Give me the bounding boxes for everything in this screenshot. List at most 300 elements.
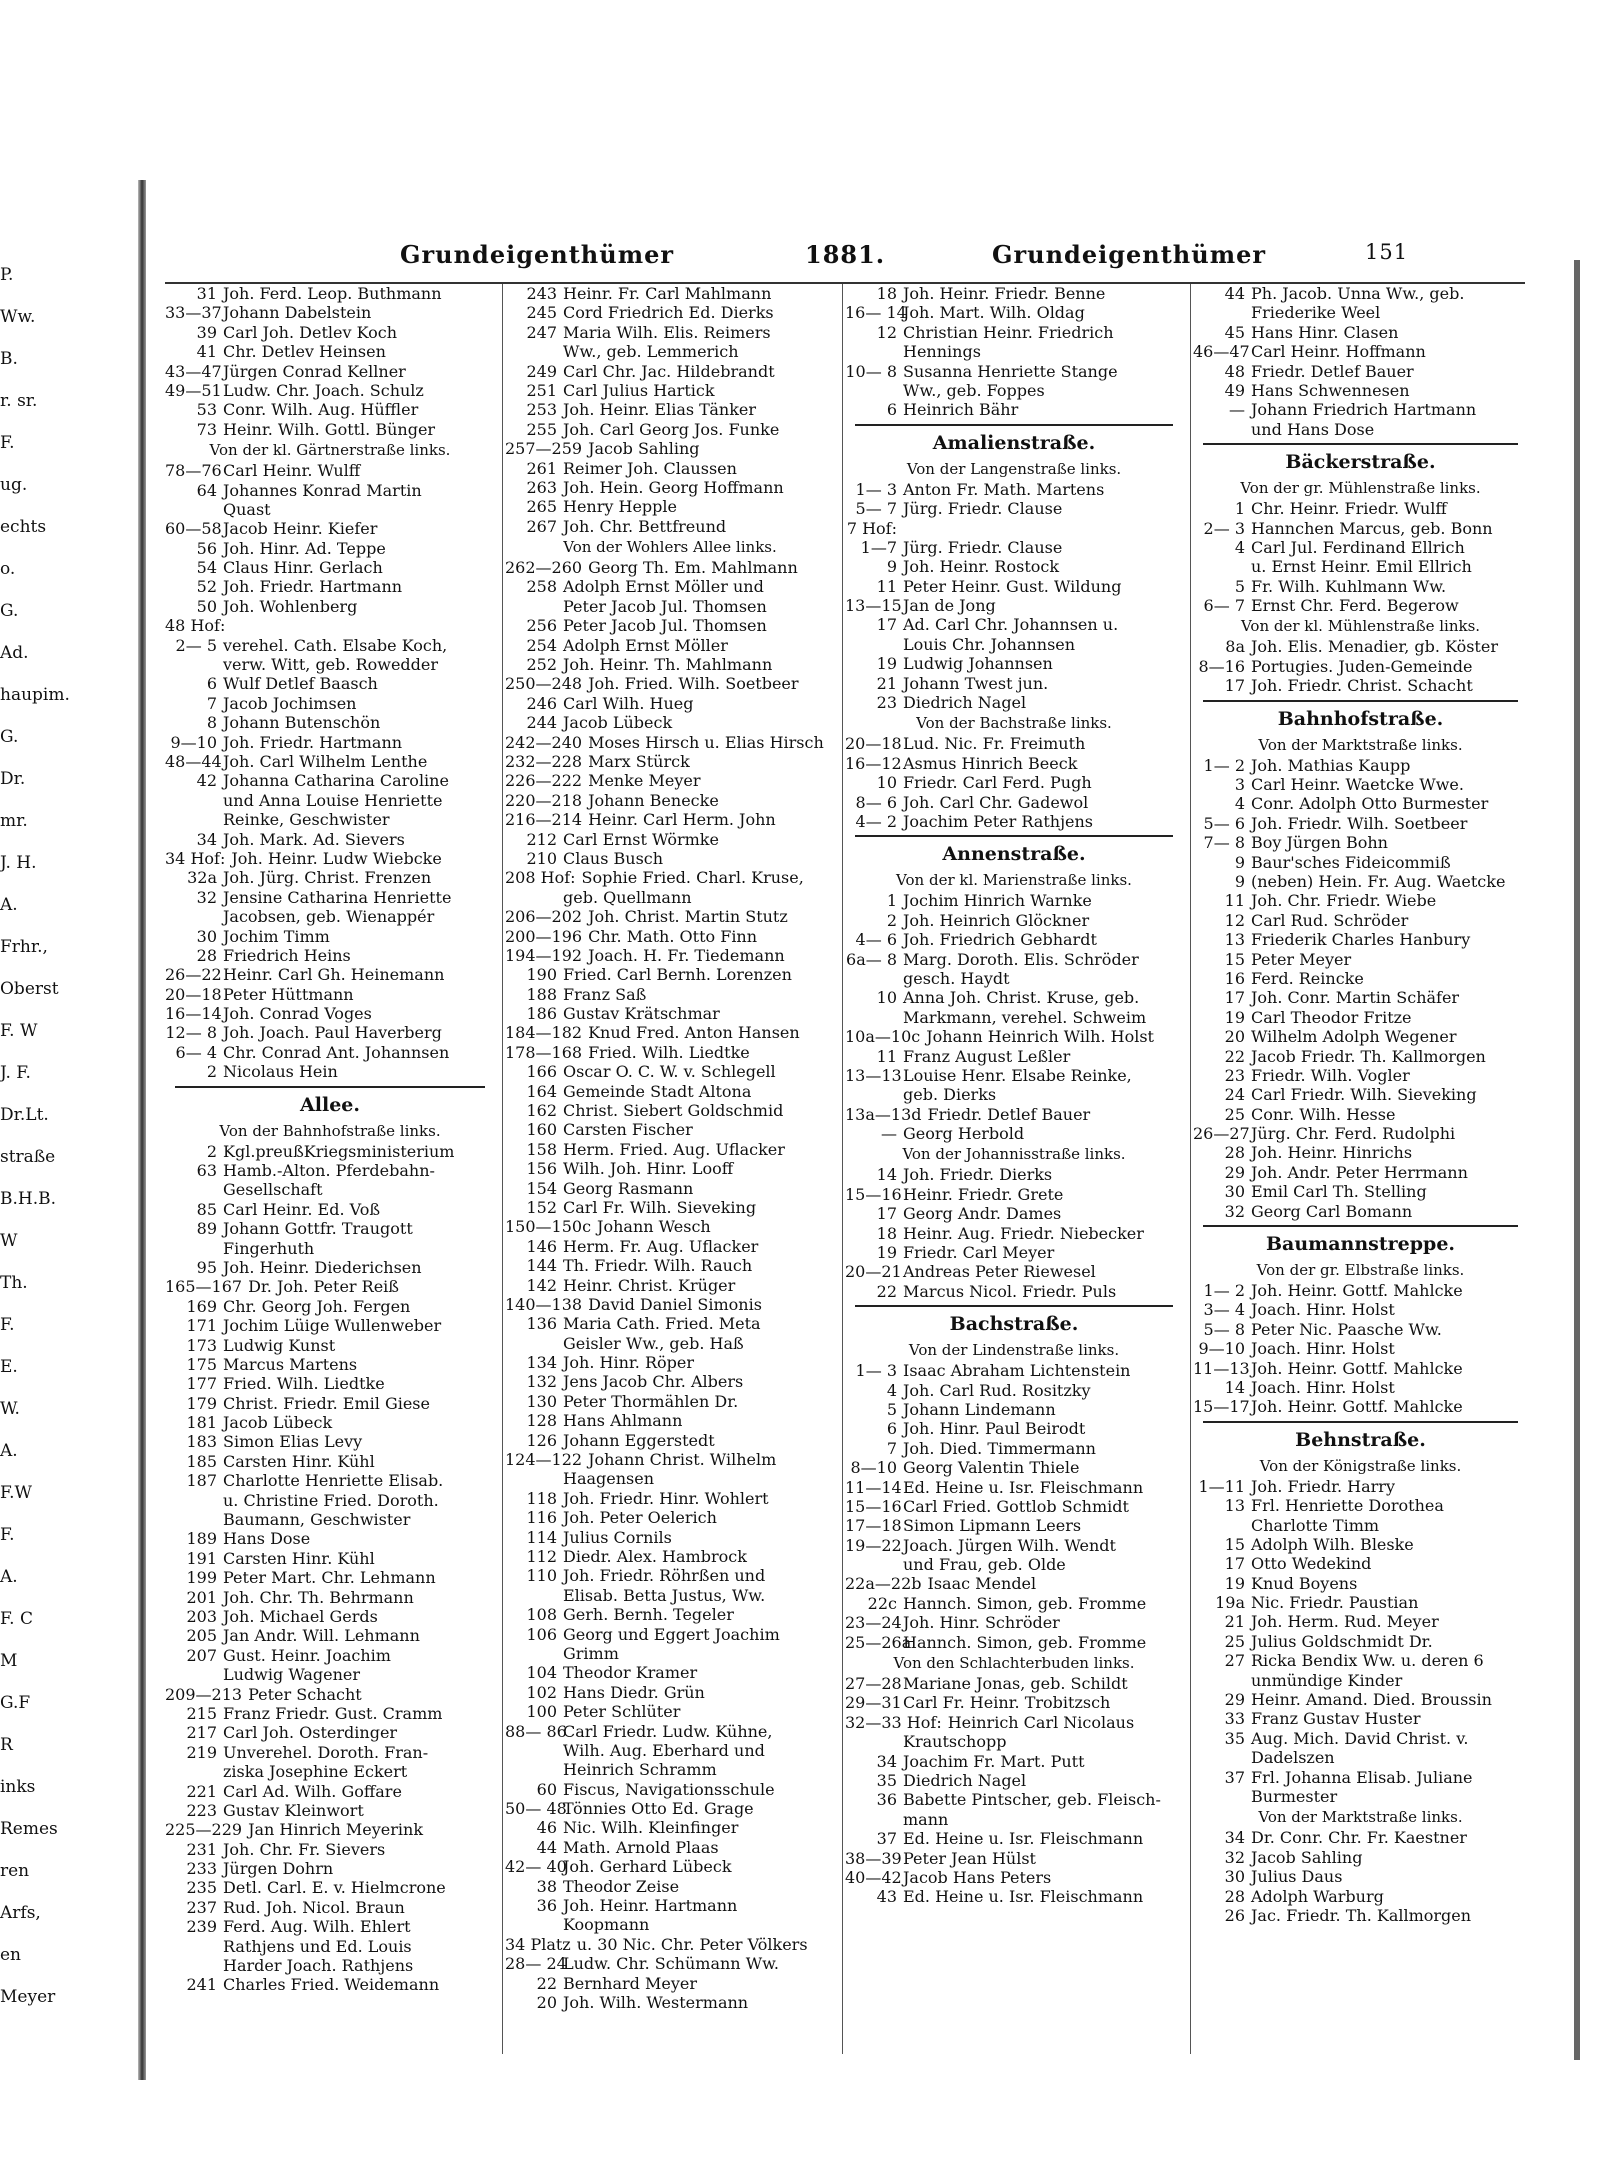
owner-name: Detl. Carl. E. v. Hielmcrone [223,1878,446,1898]
owner-name: Joh. Heinr. Th. Mahlmann [563,655,773,675]
owner-name: Boy Jürgen Bohn [1251,833,1388,853]
owner-entry [165,420,495,439]
owner-name: Joh. Friedr. Dierks [903,1165,1053,1185]
owner-name: Cord Friedrich Ed. Dierks [563,303,774,323]
owner-name: Joh. Friedr. Hartmann [223,577,403,597]
house-number: 106 [526,1624,557,1644]
owner-entry [165,1471,495,1490]
owner-name: Nicolaus Hein [223,1062,338,1082]
owner-name: Joh. Christ. Martin Stutz [588,907,788,927]
owner-name: Franz Friedr. Gust. Cramm [223,1703,443,1723]
house-number: 20—18 [165,984,222,1004]
house-number: 261 [526,458,557,478]
house-number: 48 [1224,361,1245,381]
owner-entry [165,1161,495,1180]
owner-name: Johann Twest jun. [903,673,1049,693]
house-number: 206—202 [505,907,583,927]
owner-name: Claus Hinr. Gerlach [223,558,383,578]
owner-name: Jochim Hinrich Warnke [903,891,1092,911]
owner-entry [1193,1593,1528,1612]
owner-name: Markmann, verehel. Schweim [903,1007,1147,1027]
owner-entry [845,1204,1183,1223]
house-number: 38 [536,1876,557,1896]
house-number: 49 [1224,380,1245,400]
owner-name: Joh. Friedr. Wilh. Soetbeer [1251,813,1468,833]
house-number: 162 [526,1101,557,1121]
owner-entry [845,654,1183,673]
fragment-text: o. [0,559,16,579]
owner-entry [1193,950,1528,969]
owner-entry [505,1082,835,1101]
owner-entry [1193,1848,1528,1867]
house-number: 8 [206,713,217,733]
owner-name: Anton Fr. Math. Martens [903,479,1105,499]
owner-entry [505,1276,835,1295]
owner-name: Jacobsen, geb. Wienappér [223,907,435,927]
owner-entry [505,1295,835,1314]
house-number: 26 [1224,1905,1245,1925]
owner-name: Carl Ernst Wörmke [563,829,719,849]
house-number: 21 [876,673,897,693]
house-number: 156 [526,1159,557,1179]
owner-name: Fiscus, Navigationsschule [563,1779,775,1799]
house-number: 171 [186,1316,217,1336]
owner-entry [845,734,1183,753]
owner-name: verw. Witt, geb. Rowedder [223,655,439,675]
fragment-text: F.W [0,1483,33,1503]
owner-name: Charles Fried. Weidemann [223,1975,440,1995]
house-number: 246 [526,693,557,713]
owner-entry [845,1243,1183,1262]
owner-name: Joh. Chr. Bettfreund [563,516,727,536]
house-number: 19—22 [845,1535,902,1555]
house-number: 245 [526,303,557,323]
owner-name: Ed. Heine u. Isr. Fleischmann [903,1887,1144,1907]
owner-name: Joh. Michael Gerds [223,1607,378,1626]
house-number: 132 [526,1372,557,1392]
owner-entry [505,616,835,635]
house-number: 89 [196,1219,217,1239]
owner-name: Nic. Wilh. Kleinfinger [563,1818,739,1838]
owner-entry [845,1497,1183,1516]
owner-entry [165,1062,495,1081]
house-number: 20—18 [845,734,902,754]
house-number: 200—196 [505,926,583,946]
owner-name: Isaac Mendel [927,1574,1037,1594]
owner-entry [845,1224,1183,1243]
owner-name: Georg Rasmann [563,1178,694,1198]
owner-name: Carl Ad. Wilh. Goffare [223,1781,402,1801]
house-number: 34 Platz [505,1934,571,1954]
owner-name: Johann Christ. Wilhelm [588,1450,777,1470]
owner-entry [845,1124,1183,1143]
header-right-title: Grundeigenthümer [992,240,1266,269]
fragment-text: Dr.Lt. [0,1105,49,1125]
house-number: 140—138 [505,1294,583,1314]
owner-entry [165,558,495,577]
page-header [150,240,1545,276]
house-number: 2— 3 [1203,518,1245,538]
house-number: 247 [526,322,557,342]
owner-entry [165,1374,495,1393]
owner-name: Harder Joach. Rathjens [223,1956,414,1976]
owner-entry [845,1085,1183,1104]
house-number: 10 [876,773,897,793]
house-number: 43 [876,1887,897,1907]
house-number: 8a [1225,637,1245,657]
house-number: 201 [186,1587,217,1607]
owner-name: Friedrich Heins [223,945,351,965]
owner-name: Georg und Eggert Joachim [563,1624,780,1644]
owner-name: Ww., geb. Foppes [903,380,1045,400]
house-number: 257—259 [505,439,583,459]
house-number: 78—76 [165,461,222,481]
owner-name: Frl. Johanna Elisab. Juliane [1251,1767,1473,1787]
house-number: 6— 7 [1203,596,1245,616]
owner-name: Heinr. Carl Gh. Heinemann [223,965,445,985]
owner-entry [505,1974,835,1993]
owner-name: Heinr. Carl Herm. John [588,810,776,830]
owner-entry [165,1277,495,1296]
house-number: 6— 4 [175,1042,217,1062]
house-number: 28 [196,945,217,965]
owner-name: Joh. Heinr. Rostock [903,557,1060,577]
house-number: 237 [186,1897,217,1917]
owner-entry [165,791,495,810]
owner-entry [165,907,495,926]
owner-name: Maria Cath. Fried. Meta [563,1314,761,1334]
owner-name: Tönnies Otto Ed. Grage [563,1799,754,1819]
owner-name: Joh. Wohlenberg [223,596,358,616]
house-number: 189 [186,1529,217,1549]
house-number: 34 [196,829,217,849]
owner-entry [845,362,1183,381]
owner-name: Diedrich Nagel [903,693,1027,713]
owner-entry [165,1820,495,1839]
owner-entry [165,1588,495,1607]
house-number: 185 [186,1451,217,1471]
house-number: 183 [186,1432,217,1452]
owner-entry [505,771,835,790]
owner-entry [505,1896,835,1915]
owner-name: Lud. Nic. Fr. Freimuth [903,734,1086,754]
house-number: 199 [186,1568,217,1588]
owner-name: Gust. Heinr. Joachim [223,1645,391,1665]
owner-entry [505,694,835,713]
column-divider [842,284,843,2054]
house-number: 11 [876,1046,897,1066]
owner-entry [505,1489,835,1508]
house-number: 232—228 [505,751,583,771]
house-number: 243 [526,284,557,303]
house-number: 17 [876,1204,897,1224]
house-number: 108 [526,1605,557,1625]
owner-entry [505,1062,835,1081]
owner-entry [165,381,495,400]
owner-name: Joh. Heinr. Ludw Wiebcke [231,848,442,868]
owner-entry [1193,538,1528,557]
house-number: 194—192 [505,945,583,965]
owner-entry [845,693,1183,712]
house-number: 21 [1224,1612,1245,1632]
house-number: 15 [1224,949,1245,969]
owner-entry [845,793,1183,812]
owner-entry [165,1607,495,1626]
page-edge [1574,260,1580,2060]
owner-entry [165,1898,495,1917]
owner-name: Carl Joh. Osterdinger [223,1723,398,1743]
house-number: 30 [1224,1182,1245,1202]
house-number: 118 [526,1488,557,1508]
direction-note: Von der Wohlers Allee links. [563,538,777,557]
owner-name: Hans Ahlmann [563,1411,683,1431]
house-number: 46—47 [1193,342,1250,362]
house-number: 63 [196,1161,217,1181]
owner-entry [845,1674,1183,1693]
house-number: 191 [186,1548,217,1568]
owner-name: Franz August Leßler [903,1046,1071,1066]
section-rule [855,424,1173,426]
owner-name: Joh. Friedr. Harry [1251,1476,1395,1496]
owner-entry [165,1316,495,1335]
owner-entry [845,1829,1183,1848]
owner-entry [845,1027,1183,1046]
owner-entry [1193,381,1528,400]
street-heading: Bäckerstraße. [1285,451,1436,474]
owner-name: Carl Heinr. Wulff [223,461,361,481]
owner-name: Henry Hepple [563,497,677,517]
owner-entry [165,694,495,713]
owner-name: Jacob Friedr. Th. Kallmorgen [1251,1046,1486,1066]
house-number: 3— 4 [1203,1300,1245,1320]
owner-entry [1193,577,1528,596]
owner-name: Joh. Mathias Kaupp [1251,755,1411,775]
owner-name: Nic. Friedr. Paustian [1251,1593,1419,1613]
owner-entry [505,1566,835,1585]
owner-entry [505,752,835,771]
direction-note: Von der Marktstraße links. [1258,735,1463,754]
owner-name: Adolph Ernst Möller und [563,577,764,597]
owner-name: mann [903,1809,949,1829]
house-number: 158 [526,1139,557,1159]
owner-name: Joh. Heinr. Gottf. Mahlcke [1251,1358,1463,1378]
owner-name: Jan de Jong [903,596,996,616]
house-number: 35 [876,1771,897,1790]
house-number: 45 [1224,322,1245,342]
owner-entry [165,830,495,849]
house-number: 37 [876,1829,897,1849]
owner-name: Joh. Hinr. Ad. Teppe [223,538,386,558]
owner-entry [165,597,495,616]
owner-entry [845,635,1183,654]
owner-name: Franz Gustav Huster [1251,1709,1421,1729]
owner-entry [165,965,495,984]
house-number: 212 [526,829,557,849]
house-number: 164 [526,1081,557,1101]
owner-name: Menke Meyer [588,771,701,791]
owner-name: Wulf Detlef Baasch [223,674,378,694]
owner-name: u. Ernst Heinr. Emil Ellrich [1251,557,1472,577]
house-number: 1 [1234,499,1245,519]
house-number: 38—39 [845,1848,902,1868]
house-number: 2— 5 [175,635,217,655]
house-number: 1— 2 [1203,1281,1245,1301]
house-number: 34 [1224,1828,1245,1848]
owner-name: Sophie Fried. Charl. Kruse, [581,868,804,888]
owner-entry [505,849,835,868]
direction-note: Von der kl. Mühlenstraße links. [1240,617,1481,636]
owner-entry [165,1004,495,1023]
owner-entry [845,930,1183,949]
owner-name: Ed. Heine u. Isr. Fleischmann [903,1829,1144,1849]
fragment-text: F. [0,433,15,453]
owner-name: Babette Pintscher, geb. Fleisch- [903,1790,1161,1810]
house-number: 267 [526,516,557,536]
fragment-text: Ad. [0,643,29,663]
owner-name: Carl Fried. Gottlob Schmidt [903,1496,1129,1516]
owner-entry [505,1760,835,1779]
owner-name: Herm. Fr. Aug. Uflacker [563,1236,759,1256]
owner-entry [1193,637,1528,656]
owner-entry [1193,1748,1528,1767]
owner-name: Dr. Joh. Peter Reiß [248,1277,399,1297]
owner-name: Joh. Andr. Peter Herrmann [1251,1162,1468,1182]
house-number: 221 [186,1781,217,1801]
house-number: 48—44 [165,751,222,771]
house-number: 27 [1224,1651,1245,1671]
owner-name: Georg Andr. Dames [903,1204,1062,1224]
owner-entry [845,1516,1183,1535]
house-number: 11—14 [845,1477,902,1497]
owner-entry [505,577,835,596]
owner-name: Joh. Herm. Rud. Meyer [1251,1612,1439,1632]
owner-entry [1193,284,1528,303]
house-number: 25—26a [845,1632,912,1652]
house-number: 14 [876,1165,897,1185]
owner-name: Charlotte Timm [1251,1515,1380,1535]
fragment-text: E. [0,1357,18,1377]
owner-entry [505,927,835,946]
house-number: 16—12 [845,753,902,773]
owner-name: Christian Heinr. Friedrich [903,322,1114,342]
direction-note: Von der kl. Gärtnerstraße links. [209,441,451,460]
house-number: 102 [526,1682,557,1702]
house-number: 3 [1234,775,1245,795]
house-number: 175 [186,1354,217,1374]
owner-entry [165,1840,495,1859]
house-number: 6a— 8 [846,949,897,969]
owner-name: Jacob Jochimsen [223,693,357,713]
owner-name: Jürgen Dohrn [223,1859,334,1879]
house-number: 5 [1234,576,1245,596]
owner-entry [505,713,835,732]
owner-name: Hannchen Marcus, geb. Bonn [1251,518,1493,538]
owner-name: Elisab. Betta Justus, Ww. [563,1585,766,1605]
owner-name: Jürg. Friedr. Clause [903,499,1063,519]
house-number: 44 [536,1837,557,1857]
owner-entry [505,1741,835,1760]
owner-entry [505,1372,835,1391]
house-number: 166 [526,1062,557,1082]
house-number: 34 [876,1751,897,1771]
owner-name: Wilh. Joh. Hinr. Looff [563,1159,734,1179]
owner-name: Ernst Chr. Ferd. Begerow [1251,596,1459,616]
fragment-text: mr. [0,811,28,831]
owner-name: Johann Friedrich Hartmann [1251,400,1477,420]
street-heading: Baumannstreppe. [1265,1233,1456,1256]
owner-name: Peter Nic. Paasche Ww. [1251,1319,1442,1339]
owner-entry [505,1857,835,1876]
direction-note: Von der Marktstraße links. [1258,1808,1463,1827]
owner-entry [1193,1632,1528,1651]
fragment-text: J. F. [0,1063,31,1083]
owner-entry [1193,1143,1528,1162]
house-number: 233 [186,1859,217,1879]
house-number: 154 [526,1178,557,1198]
house-number: 152 [526,1197,557,1217]
owner-name: Peter Schlüter [563,1702,681,1722]
owner-name: und Hans Dose [1251,419,1375,439]
owner-name: geb. Dierks [903,1085,997,1105]
street-heading: Bahnhofstraße. [1277,707,1444,730]
fragment-text: J. H. [0,853,37,873]
house-number: 33—37 [165,303,222,323]
owner-entry [505,1237,835,1256]
owner-name: Joh. Ferd. Leop. Buthmann [223,284,442,303]
owner-name: Jensine Catharina Henriette [223,887,452,907]
owner-entry [845,773,1183,792]
owner-name: Ad. Carl Chr. Johannsen u. [903,615,1119,635]
owner-name: Friedr. Wilh. Vogler [1251,1065,1410,1085]
owner-name: Reinke, Geschwister [223,810,390,830]
owner-name: Conr. Adolph Otto Burmester [1251,794,1489,814]
owner-name: Carl Joh. Detlev Koch [223,322,398,342]
owner-name: Joh. Heinr. Hartmann [563,1896,738,1916]
house-number: 188 [526,984,557,1004]
owner-name: Johann Eggerstedt [563,1430,715,1450]
house-number: 17 [1224,1554,1245,1574]
owner-name: Chr. Heinr. Friedr. Wulff [1251,499,1447,519]
column-2 [505,284,835,2064]
owner-entry [1193,1281,1528,1300]
owner-entry [165,1239,495,1258]
owner-name: Johann Butenschön [223,713,381,733]
owner-name: Heinr. Amand. Died. Broussin [1251,1690,1492,1710]
house-number: 30 [1224,1867,1245,1887]
owner-name: Joh. Friedr. Röhrßen und [563,1566,766,1586]
owner-entry [165,946,495,965]
house-number: 9 [886,557,897,577]
house-number: 225—229 [165,1820,243,1840]
owner-entry [505,1935,835,1954]
owner-entry [165,1685,495,1704]
owner-name: Georg Herbold [903,1124,1025,1144]
owner-name: Knud Fred. Anton Hansen [588,1023,800,1043]
house-number: 9 [1234,871,1245,891]
owner-entry [165,1704,495,1723]
owner-entry [165,713,495,732]
owner-entry [845,1732,1183,1751]
owner-entry [165,1626,495,1645]
owner-entry [505,1159,835,1178]
owner-entry [165,284,495,303]
owner-entry [505,381,835,400]
owner-name: Joach. Jürgen Wilh. Wendt [903,1535,1116,1555]
house-number: 17—18 [845,1516,902,1536]
house-number: 114 [526,1527,557,1547]
owner-entry [1193,1163,1528,1182]
owner-entry [505,636,835,655]
